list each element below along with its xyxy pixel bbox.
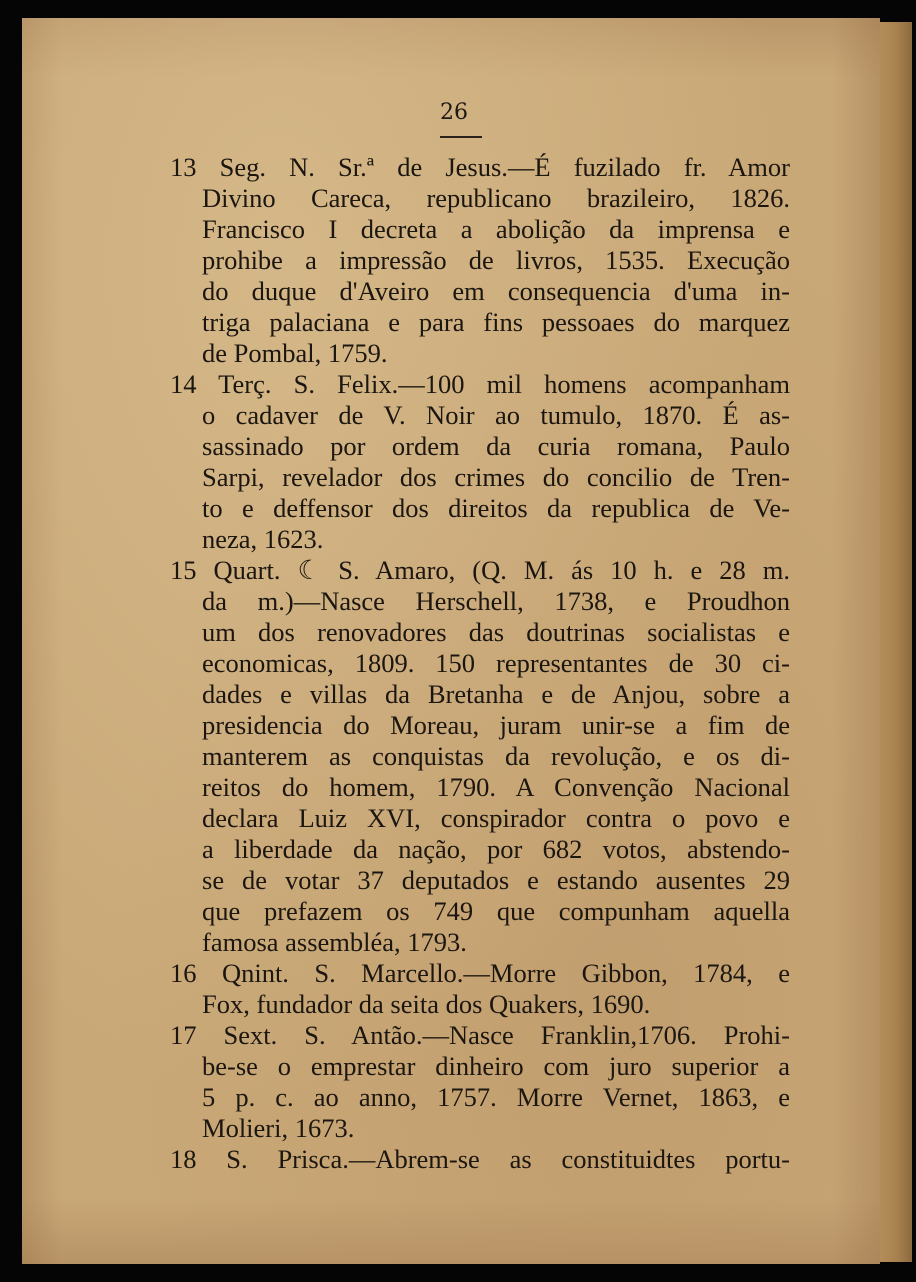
entry-continuation-line: da m.)—Nasce Herschell, 1738, e Proudhon	[202, 586, 790, 616]
entry-continuation-line: reitos do homem, 1790. A Convenção Nacional	[202, 772, 790, 802]
entry-continuation-line: neza, 1623.	[202, 524, 324, 554]
entry-continuation-line: um dos renovadores das doutrinas socialistas e	[202, 617, 790, 647]
entry-continuation-line: o cadaver de V. Noir ao tumulo, 1870. É as-	[202, 400, 790, 430]
entry-continuation-line: sassinado por ordem da curia romana, Paulo	[202, 431, 790, 461]
entry-continuation-line: se de votar 37 deputados e estando ausentes 29	[202, 865, 790, 895]
entry-continuation-line: Sarpi, revelador dos crimes do concilio de Tren-	[202, 462, 790, 492]
entry-continuation-line: famosa assembléa, 1793.	[202, 927, 467, 957]
entry-first-line: 17 Sext. S. Antão.—Nasce Franklin,1706. Prohi-	[170, 1020, 790, 1050]
entry-continuation-line: triga palaciana e para fins pessoaes do marquez	[202, 307, 790, 337]
entry-continuation-line: to e deffensor dos direitos da republica de Ve-	[202, 493, 790, 523]
entry-continuation-line: prohibe a impressão de livros, 1535. Execução	[202, 245, 790, 275]
entry-continuation-line: Divino Careca, republicano brazileiro, 1826.	[202, 183, 790, 213]
entry-continuation-line: de Pombal, 1759.	[202, 338, 388, 368]
entry-continuation-line: 5 p. c. ao anno, 1757. Morre Vernet, 1863, e	[202, 1082, 790, 1112]
entry-continuation-line: dades e villas da Bretanha e de Anjou, sobre a	[202, 679, 790, 709]
entry-continuation-line: Francisco I decreta a abolição da imprensa e	[202, 214, 790, 244]
entry-continuation-line: que prefazem os 749 que compunham aquella	[202, 896, 790, 926]
entry-first-line: 16 Qnint. S. Marcello.—Morre Gibbon, 1784, e	[170, 958, 790, 988]
entry-continuation-line: do duque d'Aveiro em consequencia d'uma in-	[202, 276, 790, 306]
entry-continuation-line: Molieri, 1673.	[202, 1113, 355, 1143]
entry-continuation-line: presidencia do Moreau, juram unir-se a fim de	[202, 710, 790, 740]
entry-continuation-line: declara Luiz XVI, conspirador contra o povo e	[202, 803, 790, 833]
almanac-text	[170, 152, 790, 1175]
entry-continuation-line: economicas, 1809. 150 representantes de 30 ci-	[202, 648, 790, 678]
entry-first-line: 18 S. Prisca.—Abrem-se as constituidtes portu-	[170, 1144, 790, 1174]
entry-continuation-line: manterem as conquistas da revolução, e os di-	[202, 741, 790, 771]
header-rule	[440, 136, 482, 138]
entry-first-line: 14 Terç. S. Felix.—100 mil homens acompanham	[170, 369, 790, 399]
entry-first-line: 15 Quart. ☾ S. Amaro, (Q. M. ás 10 h. e 28 m.	[170, 555, 790, 585]
entry-continuation-line: Fox, fundador da seita dos Quakers, 1690.	[202, 989, 651, 1019]
entry-continuation-line: be-se o emprestar dinheiro com juro superior a	[202, 1051, 790, 1081]
entry-first-line: 13 Seg. N. Sr.ª de Jesus.—É fuzilado fr. Amor	[170, 152, 790, 182]
entry-continuation-line: a liberdade da nação, por 682 votos, abstendo-	[202, 834, 790, 864]
page-number: 26	[440, 100, 468, 125]
